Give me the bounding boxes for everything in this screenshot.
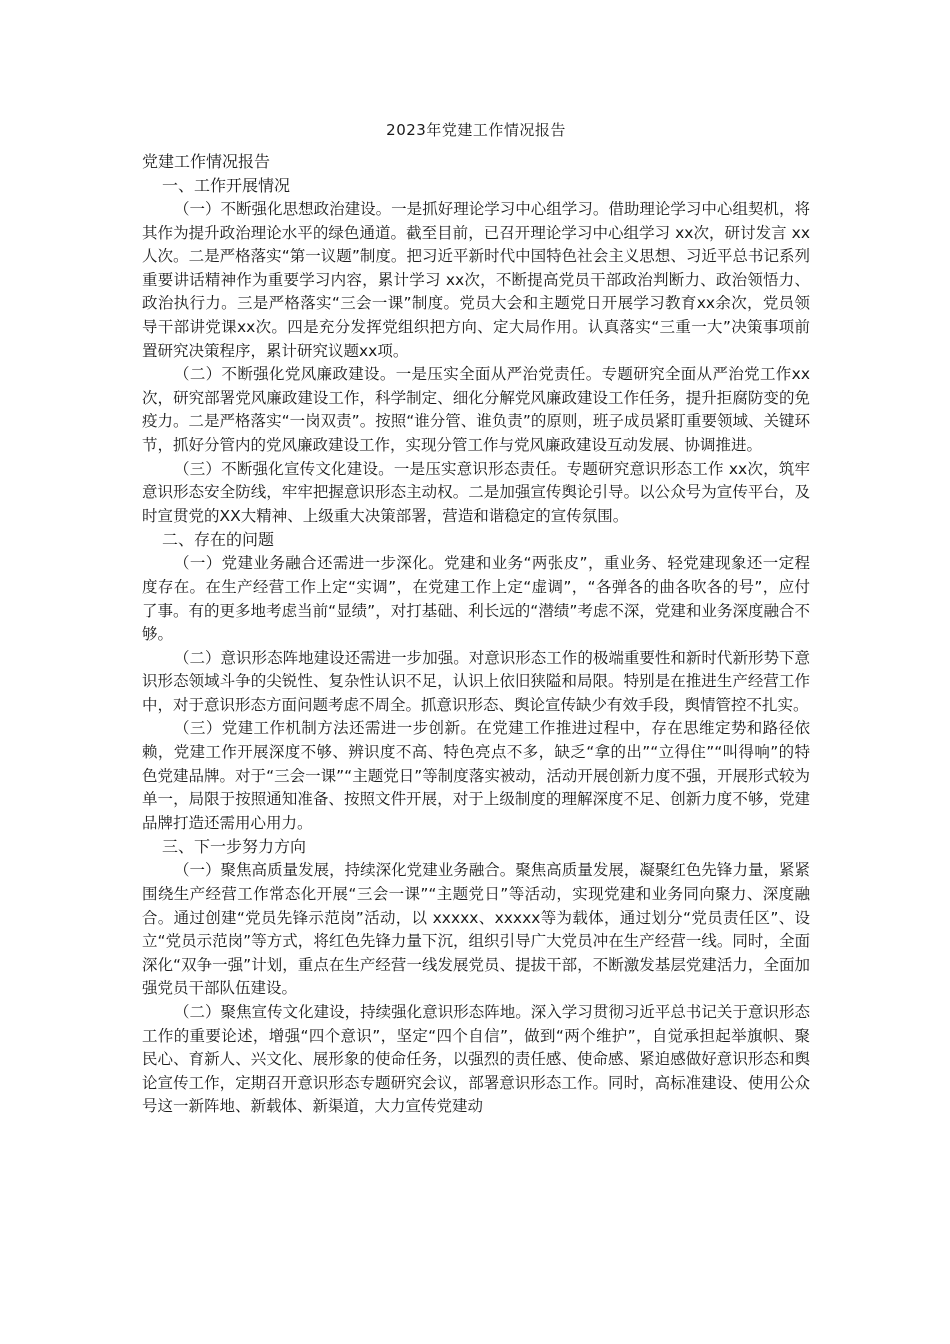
paragraph: （一）党建业务融合还需进一步深化。党建和业务“两张皮”，重业务、轻党建现象还一定程度存在。在生产经营工作上定“实调”，在党建工作上定“虚调”，“各弹各的曲各吹各的号”，应付了事。有的更多地考虑当前“显绩”，对打基础、利长远的“潜绩”考虑不深，党建和业务深度融合不够。 (142, 554, 810, 644)
paragraph: （三）不断强化宣传文化建设。一是压实意识形态责任。专题研究意识形态工作 xx次，筑牢意识形态安全防线，牢牢把握意识形态主动权。二是加强宣传舆论引导。以公众号为宣传平台，及时宣贯党的XX大精神、上级重大决策部署，营造和谐稳定的宣传氛围。 (142, 459, 810, 525)
paragraph: （三）党建工作机制方法还需进一步创新。在党建工作推进过程中，存在思维定势和路径依赖，党建工作开展深度不够、辨识度不高、特色亮点不多，缺乏“拿的出”“立得住”“叫得响”的特色党建品牌。对于“三会一课”“主题党日”等制度落实被动，活动开展创新力度不强，开展形式较为单一，局限于按照通知准备、按照文件开展，对于上级制度的理解深度不足、创新力度不够，党建品牌打造还需用心用力。 (142, 719, 810, 832)
document-page (142, 118, 810, 1119)
document-subtitle: 党建工作情况报告 (142, 152, 271, 171)
document-title: 2023年党建工作情况报告 (386, 121, 566, 139)
section-heading-next-steps: 三、下一步努力方向 (162, 837, 307, 857)
section-heading-work-progress: 一、工作开展情况 (162, 176, 291, 195)
paragraph: （二）不断强化党风廉政建设。一是压实全面从严治党责任。专题研究全面从严治党工作xx次，研究部署党风廉政建设工作，科学制定、细化分解党风廉政建设工作任务，提升拒腐防变的免疫力。二是严格落实“一岗双责”。按照“谁分管、谁负责”的原则，班子成员紧盯重要领域、关键环节，抓好分管内的党风廉政建设工作，实现分管工作与党风廉政建设互动发展、协调推进。 (142, 365, 810, 454)
paragraph: （二）意识形态阵地建设还需进一步加强。对意识形态工作的极端重要性和新时代新形势下意识形态领域斗争的尖锐性、复杂性认识不足，认识上依旧狭隘和局限。特别是在推进生产经营工作中，对于意识形态方面问题考虑不周全。抓意识形态、舆论宣传缺少有效手段，舆情管控不扎实。 (142, 648, 810, 714)
paragraph: （一）聚焦高质量发展，持续深化党建业务融合。聚焦高质量发展，凝聚红色先锋力量，紧紧围绕生产经营工作常态化开展“三会一课”“主题党日”等活动，实现党建和业务同向聚力、深度融合。通过创建“党员先锋示范岗”活动，以 xxxxx、xxxxx等为载体，通过划分“党员责任区”、设立“党员示范岗”等方式，将红色先锋力量下沉，组织引导广大党员冲在生产经营一线。同时，全面深化“双争一强”计划，重点在生产经营一线发展党员、提拔干部，不断激发基层党建活力，全面加强党员干部队伍建设。 (142, 861, 810, 998)
paragraph: （一）不断强化思想政治建设。一是抓好理论学习中心组学习。借助理论学习中心组契机，将其作为提升政治理论水平的绿色通道。截至目前，已召开理论学习中心组学习 xx次，研讨发言 xx人次。二是严格落实“第一议题”制度。把习近平新时代中国特色社会主义思想、习近平总书记系列重要讲话精神作为重要学习内容，累计学习 xx次，不断提高党员干部政治判断力、政治领悟力、政治执行力。三是严格落实“三会一课”制度。党员大会和主题党日开展学习教育xx余次，党员领导干部讲党课xx次。四是充分发挥党组织把方向、定大局作用。认真落实“三重一大”决策事项前置研究决策程序，累计研究议题xx项。 (142, 200, 810, 360)
section-heading-existing-problems: 二、存在的问题 (162, 530, 275, 550)
paragraph: （二）聚焦宣传文化建设，持续强化意识形态阵地。深入学习贯彻习近平总书记关于意识形态工作的重要论述，增强“四个意识”，坚定“四个自信”，做到“两个维护”，自觉承担起举旗帜、聚民心、育新人、兴文化、展形象的使命任务，以强烈的责任感、使命感、紧迫感做好意识形态和舆论宣传工作，定期召开意识形态专题研究会议，部署意识形态工作。同时，高标准建设、使用公众号这一新阵地、新载体、新渠道，大力宣传党建动 (142, 1003, 810, 1116)
